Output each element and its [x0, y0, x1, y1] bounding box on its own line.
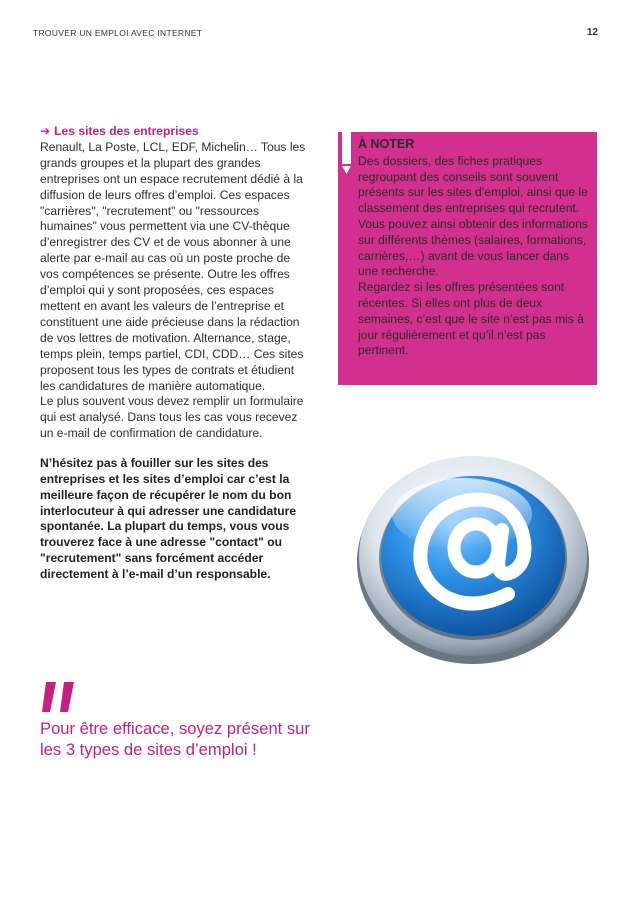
pull-quote: Pour être efficace, soyez présent sur les 3 types de sites d’emploi !	[40, 719, 310, 759]
exclamation-flag-icon	[342, 132, 351, 176]
page-number: 12	[586, 27, 598, 38]
arrow-right-icon: ➔	[40, 124, 51, 138]
advice-paragraph: N’hésitez pas à fouiller sur les sites des entreprises et les sites d’emploi car c’est la meilleure façon de récupérer le nom du bon interlocuteur à qui adresser une candidature spontanée. La plupart du temps, vous vous trouverez face à une adresse "contact" ou "recrutement" sans forcément accéder directement à l’e-mail d’un responsable.	[40, 456, 297, 581]
note-content	[358, 137, 590, 359]
note-paragraph-2: Vous pouvez ainsi obtenir des informations sur différents thèmes (salaires, formations, carrières,…) avant de vous lancer dans une recherche.	[358, 216, 588, 279]
body-paragraph-2: Le plus souvent vous devez remplir un formulaire qui est analysé. Dans tous les cas vous recevez un e-mail de confirmation de candidature.	[40, 394, 304, 441]
section-body	[40, 140, 312, 442]
at-sign-icon	[352, 444, 594, 668]
left-column	[40, 124, 312, 583]
note-title: À NOTER	[358, 137, 415, 151]
section-title-text: Les sites des entreprises	[54, 124, 199, 138]
body-paragraph: Renault, La Poste, LCL, EDF, Michelin… Tous les grands groupes et la plupart des grandes entreprises ont un espace recrutement dédié à la diffusion de leurs offres d’emploi. Ces espaces "carrières", "recrutement" ou "ressources humaines" vous permettent via une CV-thèque d’enregistrer des CV et de vous abonner à une alerte par e-mail au cas où un poste proche de vos compétences se présente. Outre les offres d’emploi qui y sont proposées, ces espaces mettent en avant les valeurs de l’entreprise et constituent une aide précieuse dans la rédaction de vos lettres de motivation. Alternance, stage, temps plein, temps partiel, CDI, CDD… Ces sites proposent tous les types de contrats et étudient les candidatures de manière automatique.	[40, 139, 306, 393]
section-heading	[40, 124, 312, 140]
note-paragraph-1: Des dossiers, des fiches pratiques regroupant des conseils sont souvent présents sur les sites d’emploi, ainsi que le classement des entreprises qui recrutent.	[358, 153, 588, 216]
running-header-title: TROUVER UN EMPLOI AVEC INTERNET	[33, 28, 203, 38]
quote-mark-icon	[40, 680, 82, 714]
note-paragraph-3: Regardez si les offres présentées sont récentes. Si elles ont plus de deux semaines, c’est que le site n’est pas mis à jour régulièrement et qu’il n’est pas pertinent.	[358, 280, 584, 358]
